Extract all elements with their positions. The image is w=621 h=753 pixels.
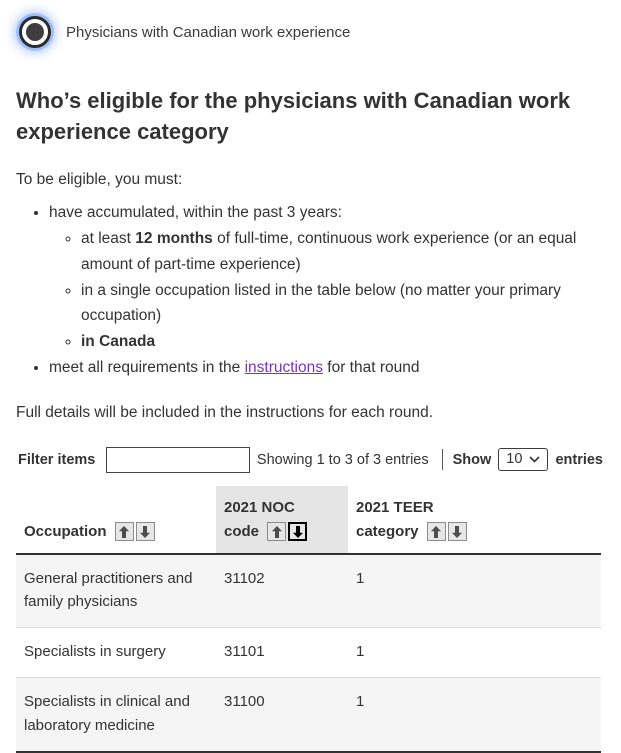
sort-controls [427,522,467,541]
page-size-select[interactable] [498,448,548,471]
radio-label[interactable]: Physicians with Canadian work experience [66,23,351,41]
sort-ascending-button[interactable] [267,522,286,541]
arrow-up-icon [272,526,282,538]
eligibility-list [16,200,603,380]
chevron-down-icon [529,456,540,463]
page-title: Who’s eligible for the physicians with Canadian work experience category [16,88,571,145]
text-segment: at least [81,230,136,248]
arrow-down-icon [293,526,303,538]
noc-code-cell: 31100 [224,693,265,711]
text-segment: have accumulated, within the past 3 years: [49,204,342,222]
sort-controls [267,522,307,541]
list-item [49,355,603,381]
occupation-cell: Specialists in clinical and laboratory medicine [24,693,190,734]
show-label: Show [452,451,492,468]
category-radio-row [19,16,603,48]
sort-controls [115,522,155,541]
table-row [16,628,601,678]
occupations-table [16,486,601,753]
filter-label: Filter items [18,451,96,468]
entries-label: entries [555,451,603,468]
text-segment: in a single occupation listed in the table below (no matter your primary occupation) [81,281,561,325]
teer-category-cell: 1 [356,569,365,587]
table-row [16,554,601,628]
radio-button-selected[interactable] [19,16,51,48]
list-item [81,278,603,329]
column-label: code [224,522,260,540]
arrow-up-icon [431,526,441,538]
sort-descending-button-active[interactable] [288,522,307,541]
list-item [49,200,603,354]
column-header-teer-category [348,486,601,554]
list-item [81,226,603,277]
table-body [16,554,601,752]
teer-category-cell: 1 [356,643,365,660]
column-label: 2021 NOC [224,498,295,516]
showing-entries-text: Showing 1 to 3 of 3 entries [256,451,429,468]
column-header-noc-code [216,486,348,554]
column-label: 2021 TEER [356,498,434,516]
arrow-down-icon [452,526,462,538]
sort-ascending-button[interactable] [427,522,446,541]
text-segment-bold: 12 months [135,230,213,248]
list-item [81,329,603,355]
sort-descending-button[interactable] [448,522,467,541]
full-details-text: Full details will be included in the instructions for each round. [16,403,434,421]
column-label: Occupation [24,522,107,540]
column-header-occupation [16,486,216,554]
intro-text: To be eligible, you must: [16,171,183,189]
text-segment: meet all requirements in the [49,358,245,376]
sort-descending-button[interactable] [136,522,155,541]
noc-code-cell: 31102 [224,569,265,587]
vertical-divider [442,449,443,470]
sort-ascending-button[interactable] [115,522,134,541]
table-controls [18,447,603,473]
filter-input[interactable] [106,447,250,473]
table-header [16,486,601,554]
arrow-down-icon [140,526,150,538]
text-segment: of full-time, continuous work experience (or an equal amount of part-time experience) [81,230,577,273]
table-row [16,678,601,752]
column-label: category [356,522,419,540]
page-size-value: 10 [506,451,523,467]
noc-code-cell: 31101 [224,643,265,660]
arrow-up-icon [119,526,129,538]
eligibility-sublist [49,226,603,355]
occupation-cell: Specialists in surgery [24,643,166,660]
occupation-cell: General practitioners and family physicians [24,569,193,610]
instructions-link[interactable]: instructions [244,358,323,376]
radio-dot [26,23,44,41]
text-segment: for that round [322,358,420,376]
text-segment-bold: in Canada [81,333,156,351]
teer-category-cell: 1 [356,693,365,711]
